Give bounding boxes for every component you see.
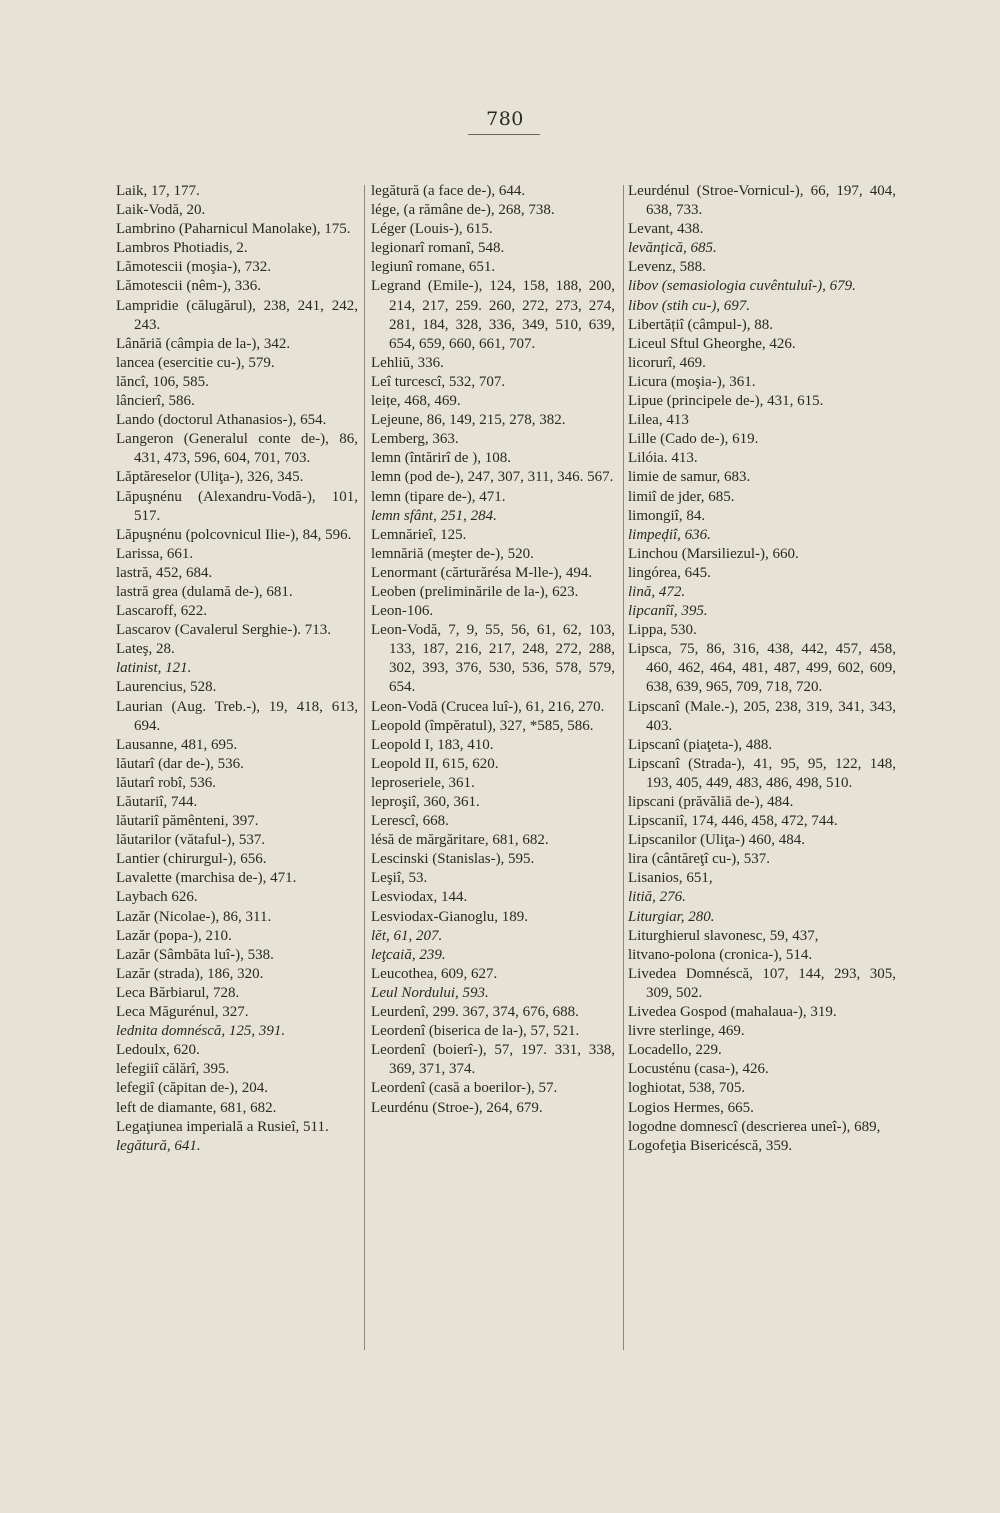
index-entry: left de diamante, 681, 682.	[116, 1099, 277, 1116]
index-entry: Lazăr (Nicolae-), 86, 311.	[116, 908, 272, 925]
index-column-1	[116, 182, 358, 1156]
index-entry: Lambrino (Paharnicul Manolake), 175.	[116, 221, 351, 238]
index-entry: Ledoulx, 620.	[116, 1042, 200, 1059]
index-entry: Lateş, 28.	[116, 641, 175, 658]
index-entry: Lampridie (călugărul), 238, 241, 242, 243.	[116, 297, 358, 333]
index-entry: Lemberg, 363.	[371, 431, 459, 448]
index-entry: lastră, 452, 684.	[116, 564, 213, 581]
index-entry: Lânăriă (câmpia de la-), 342.	[116, 335, 291, 352]
index-entry: Laybach 626.	[116, 889, 198, 906]
index-entry: Laurian (Aug. Treb.-), 19, 418, 613, 694.	[116, 698, 358, 734]
index-entry: Linchou (Marsiliezul-), 660.	[628, 545, 799, 562]
index-entry: Lămotescii (moşia-), 732.	[116, 259, 271, 276]
index-entry: lefegiiî călărî, 395.	[116, 1061, 230, 1078]
index-entry: Lipscanî (piaţeta-), 488.	[628, 736, 773, 753]
index-entry: Lăptăreselor (Uliţa-), 326, 345.	[116, 469, 304, 486]
index-entry: Leopold II, 615, 620.	[371, 755, 499, 772]
column-divider-1	[364, 185, 365, 1350]
index-entry: licorurî, 469.	[628, 354, 706, 371]
index-entry: lemn (întărirî de ), 108.	[371, 450, 511, 467]
index-entry: loghiotat, 538, 705.	[628, 1080, 746, 1097]
index-entry: Lămotescii (nêm-), 336.	[116, 278, 261, 295]
index-entry: legătură, 641.	[116, 1137, 201, 1154]
index-entry: leţcaiă, 239.	[371, 946, 446, 963]
index-entry: lăutarî (dar de-), 536.	[116, 755, 244, 772]
index-entry: Legaţiunea imperială a Rusieî, 511.	[116, 1118, 329, 1135]
index-entry: Leon-106.	[371, 603, 434, 620]
index-entry: Lavalette (marchisa de-), 471.	[116, 870, 297, 887]
page-number-underline	[468, 134, 540, 135]
index-entry: lăutarilor (vătaful-), 537.	[116, 832, 266, 849]
index-entry: Lausanne, 481, 695.	[116, 736, 238, 753]
index-entry: lednita domnéscă, 125, 391.	[116, 1023, 286, 1040]
index-entry: Leon-Vodă (Crucea luî-), 61, 216, 270.	[371, 698, 605, 715]
index-entry: Lenormant (cărturărésa M-lle-), 494.	[371, 564, 593, 581]
index-entry: lăncî, 106, 585.	[116, 373, 209, 390]
index-entry: litvano-polona (cronica-), 514.	[628, 946, 813, 963]
index-entry: lége, (a rămâne de-), 268, 738.	[371, 202, 555, 219]
index-entry: Leurdénu (Stroe-), 264, 679.	[371, 1099, 543, 1116]
index-entry: Livedea Domnéscă, 107, 144, 293, 305, 309, 502.	[628, 965, 896, 1001]
index-entry: Lipscaniî, 174, 446, 458, 472, 744.	[628, 813, 838, 830]
index-entry: Liturghierul slavonesc, 59, 437,	[628, 927, 819, 944]
index-entry: Lilea, 413	[628, 412, 689, 429]
index-entry: Lipsca, 75, 86, 316, 438, 442, 457, 458, 460, 462, 464, 481, 487, 499, 602, 609, 638, 639, 965, 709, 718, 720.	[628, 641, 896, 696]
index-column-2	[371, 182, 615, 1118]
index-entry: Lazăr (strada), 186, 320.	[116, 965, 264, 982]
index-entry: Langeron (Generalul conte de-), 86, 431, 473, 596, 604, 701, 703.	[116, 431, 358, 467]
index-entry: lăutarî robî, 536.	[116, 774, 216, 791]
index-entry: Lăpuşnénu (polcovnicul Ilie-), 84, 596.	[116, 526, 352, 543]
index-entry: Lăutariî, 744.	[116, 794, 198, 810]
index-entry: Leca Măgurénul, 327.	[116, 1004, 249, 1021]
index-entry: lefegiî (căpitan de-), 204.	[116, 1080, 269, 1097]
index-entry: Lesviodax-Gianoglu, 189.	[371, 908, 529, 925]
index-entry: Licura (moşia-), 361.	[628, 373, 756, 390]
index-entry: logodne domnescî (descrierea uneî-), 689,	[628, 1118, 881, 1135]
index-entry: Leopold (împĕratul), 327, *585, 586.	[371, 717, 594, 734]
index-entry: Leon-Vodă, 7, 9, 55, 56, 61, 62, 103, 133, 187, 216, 217, 248, 272, 288, 302, 393, 376, 530, 536, 578, 579, 654.	[371, 622, 615, 696]
index-entry: litiă, 276.	[628, 889, 686, 906]
index-entry: legionarî romanî, 548.	[371, 240, 505, 257]
index-entry: Locusténu (casa-), 426.	[628, 1061, 769, 1078]
index-entry: Lipscanî (Strada-), 41, 95, 95, 122, 148, 193, 405, 449, 483, 486, 498, 510.	[628, 755, 896, 791]
index-entry: Lejeune, 86, 149, 215, 278, 382.	[371, 412, 566, 429]
index-entry: Lipscanî (Male.-), 205, 238, 319, 341, 343, 403.	[628, 698, 896, 734]
page-number: 780	[486, 108, 524, 130]
index-entry: Levenz, 588.	[628, 259, 706, 276]
column-divider-2	[623, 185, 624, 1350]
index-entry: Laik-Vodă, 20.	[116, 202, 206, 219]
index-entry: lingórea, 645.	[628, 564, 711, 581]
index-entry: lăutariî pămênteni, 397.	[116, 813, 259, 830]
index-entry: Leul Nordului, 593.	[371, 984, 489, 1001]
index-entry: lemnăriă (meşter de-), 520.	[371, 545, 534, 562]
index-entry: limongiî, 84.	[628, 507, 706, 524]
index-entry: Leordenî (biserica de la-), 57, 521.	[371, 1023, 580, 1040]
index-entry: Lantier (chirurgul-), 656.	[116, 851, 267, 868]
index-entry: Lemnărieî, 125.	[371, 526, 467, 543]
index-entry: libov (semasiologia cuvêntuluî-), 679.	[628, 278, 856, 295]
index-entry: Lerescî, 668.	[371, 813, 449, 830]
index-entry: lancea (esercitie cu-), 579.	[116, 354, 275, 371]
index-entry: Liturgiar, 280.	[628, 908, 715, 925]
index-entry: Logofeţia Bisericéscă, 359.	[628, 1137, 793, 1154]
index-entry: lipcanîî, 395.	[628, 603, 708, 620]
index-entry: Leurdenî, 299. 367, 374, 676, 688.	[371, 1004, 579, 1021]
index-entry: Leurdénul (Stroe-Vornicul-), 66, 197, 404, 638, 733.	[628, 183, 896, 219]
index-entry: limiî de jder, 685.	[628, 488, 735, 505]
index-entry: Locadello, 229.	[628, 1042, 722, 1059]
index-entry: lipscani (prăvăliă de-), 484.	[628, 794, 794, 810]
index-entry: Lilóia. 413.	[628, 450, 698, 467]
index-entry: Logios Hermes, 665.	[628, 1099, 754, 1116]
index-entry: limpeḑiî, 636.	[628, 526, 711, 543]
index-entry: Lille (Cado de-), 619.	[628, 431, 759, 448]
index-entry: Leordenî (boierî-), 57, 197. 331, 338, 369, 371, 374.	[371, 1042, 615, 1078]
index-entry: Lazăr (popa-), 210.	[116, 927, 232, 944]
index-entry: Lascaroff, 622.	[116, 603, 207, 620]
index-entry: lemn (tipare de-), 471.	[371, 488, 506, 505]
index-entry: Laurencius, 528.	[116, 679, 217, 696]
index-entry: lemn sfânt, 251, 284.	[371, 507, 497, 524]
index-entry: Leşiî, 53.	[371, 870, 428, 887]
index-entry: Leoben (preliminările de la-), 623.	[371, 583, 579, 600]
index-entry: Lascarov (Cavalerul Serghie-). 713.	[116, 622, 332, 639]
index-entry: Lesviodax, 144.	[371, 889, 468, 906]
index-entry: lină, 472.	[628, 583, 686, 600]
index-entry: latinist, 121.	[116, 660, 192, 677]
index-entry: Larissa, 661.	[116, 545, 194, 562]
index-entry: Leca Bărbiarul, 728.	[116, 984, 240, 1001]
index-entry: Leordenî (casă a boerilor-), 57.	[371, 1080, 558, 1097]
index-entry: lĕt, 61, 207.	[371, 927, 443, 944]
index-entry: Lazăr (Sâmbăta luî-), 538.	[116, 946, 274, 963]
index-entry: Leopold I, 183, 410.	[371, 736, 494, 753]
index-entry: Leî turcescî, 532, 707.	[371, 373, 506, 390]
index-entry: lemn (pod de-), 247, 307, 311, 346. 567.	[371, 469, 614, 486]
index-entry: Levant, 438.	[628, 221, 704, 238]
index-entry: Lipue (principele de-), 431, 615.	[628, 393, 824, 410]
index-entry: leițe, 468, 469.	[371, 393, 461, 410]
index-entry: Liceul Sftul Gheorghe, 426.	[628, 335, 796, 352]
index-entry: Lando (doctorul Athanasios-), 654.	[116, 412, 327, 429]
index-entry: Leucothea, 609, 627.	[371, 965, 498, 982]
index-entry: leproseriele, 361.	[371, 774, 475, 791]
index-entry: Lăpuşnénu (Alexandru-Vodă-), 101, 517.	[116, 488, 358, 524]
index-entry: libov (stih cu-), 697.	[628, 297, 751, 314]
index-entry: limie de samur, 683.	[628, 469, 751, 486]
index-column-3	[628, 182, 896, 1156]
index-entry: legiunî romane, 651.	[371, 259, 496, 276]
index-entry: legătură (a face de-), 644.	[371, 183, 526, 199]
index-entry: lastră grea (dulamă de-), 681.	[116, 583, 293, 600]
index-entry: Libertățiî (câmpul-), 88.	[628, 316, 773, 333]
index-entry: lésă de mărgăritare, 681, 682.	[371, 832, 549, 849]
index-entry: Livedea Gospod (mahalaua-), 319.	[628, 1004, 837, 1021]
index-entry: Lehliŭ, 336.	[371, 354, 444, 371]
index-entry: lâncierî, 586.	[116, 393, 195, 410]
index-entry: Lipscanilor (Uliţa-) 460, 484.	[628, 832, 806, 849]
index-entry: Lambros Photiadis, 2.	[116, 240, 248, 257]
index-entry: Léger (Louis-), 615.	[371, 221, 493, 238]
index-entry: Laik, 17, 177.	[116, 183, 200, 199]
index-entry: Lisanios, 651,	[628, 870, 713, 887]
index-entry: lira (cântăreţî cu-), 537.	[628, 851, 771, 868]
index-entry: Legrand (Emile-), 124, 158, 188, 200, 214, 217, 259. 260, 272, 273, 274, 281, 184, 328, 336, 349, 510, 639, 654, 659, 660, 661, 707.	[371, 278, 615, 352]
index-entry: Lippa, 530.	[628, 622, 697, 639]
index-entry: levănţică, 685.	[628, 240, 717, 257]
index-entry: Lescinski (Stanislas-), 595.	[371, 851, 535, 868]
index-entry: livre sterlinge, 469.	[628, 1023, 745, 1040]
index-entry: leproşiî, 360, 361.	[371, 794, 480, 810]
